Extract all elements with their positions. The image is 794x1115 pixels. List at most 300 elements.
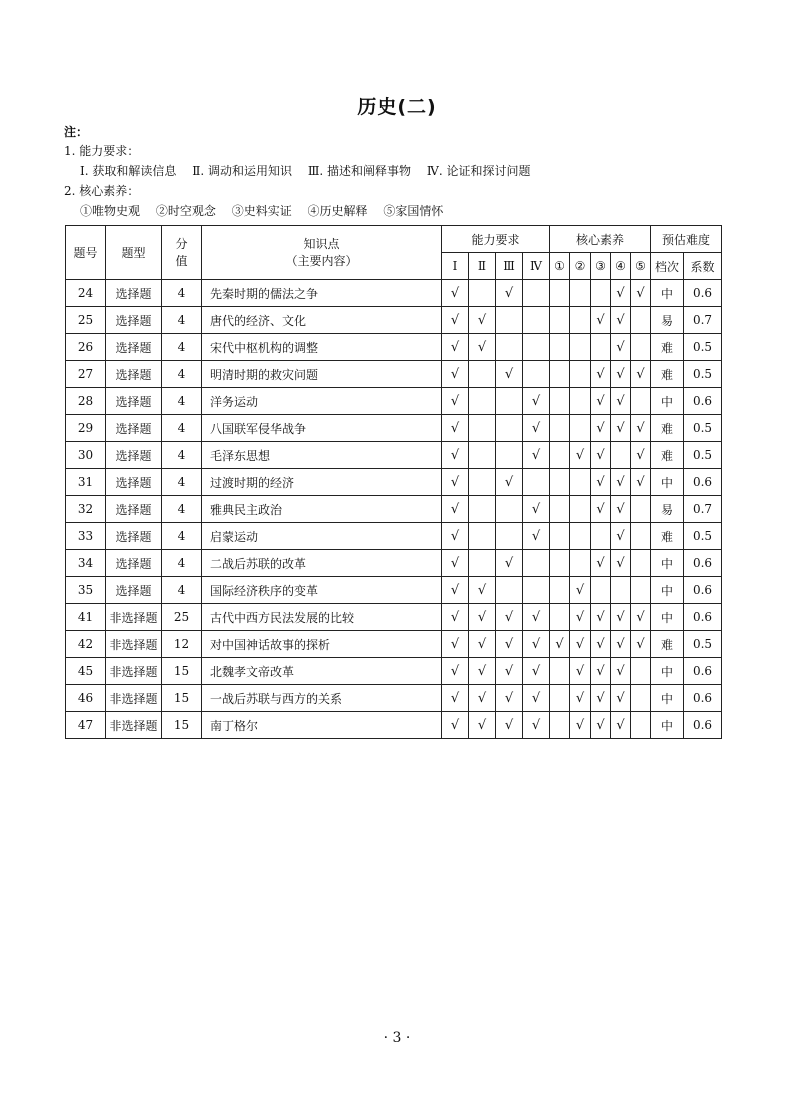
cell-literacy: [550, 604, 570, 631]
literacy-item: ④历史解释: [307, 204, 368, 218]
cell-level: 难: [651, 631, 684, 658]
cell-type: 非选择题: [106, 631, 162, 658]
table-row: [66, 415, 722, 442]
cell-topic: 宋代中枢机构的调整: [202, 334, 442, 361]
cell-score: 12: [162, 631, 202, 658]
cell-type: 选择题: [106, 442, 162, 469]
cell-ability: [496, 577, 523, 604]
cell-ability: [496, 442, 523, 469]
header-literacy-col: ②: [570, 253, 591, 280]
check-mark: √: [442, 523, 469, 550]
cell-num: 34: [66, 550, 106, 577]
cell-literacy: [550, 361, 570, 388]
cell-num: 28: [66, 388, 106, 415]
check-mark: √: [469, 631, 496, 658]
cell-coef: 0.7: [684, 496, 722, 523]
check-mark: √: [570, 685, 591, 712]
check-mark: √: [496, 280, 523, 307]
cell-score: 15: [162, 712, 202, 739]
check-mark: √: [611, 523, 631, 550]
table-row: [66, 469, 722, 496]
check-mark: √: [570, 604, 591, 631]
check-mark: √: [469, 712, 496, 739]
cell-ability: [496, 334, 523, 361]
cell-level: 中: [651, 712, 684, 739]
check-mark: √: [523, 523, 550, 550]
cell-literacy: [591, 577, 611, 604]
check-mark: √: [631, 280, 651, 307]
cell-literacy: [631, 334, 651, 361]
header-difficulty: 预估难度: [651, 226, 722, 253]
check-mark: √: [591, 307, 611, 334]
cell-literacy: [570, 415, 591, 442]
cell-level: 难: [651, 523, 684, 550]
check-mark: √: [591, 469, 611, 496]
literacy-item: ②时空观念: [155, 204, 216, 218]
check-mark: √: [611, 334, 631, 361]
cell-ability: [523, 334, 550, 361]
check-mark: √: [631, 604, 651, 631]
check-mark: √: [442, 280, 469, 307]
check-mark: √: [523, 658, 550, 685]
cell-ability: [523, 280, 550, 307]
cell-literacy: [550, 658, 570, 685]
check-mark: √: [523, 685, 550, 712]
cell-topic: 洋务运动: [202, 388, 442, 415]
cell-type: 非选择题: [106, 658, 162, 685]
cell-coef: 0.6: [684, 604, 722, 631]
check-mark: √: [523, 388, 550, 415]
cell-literacy: [570, 334, 591, 361]
check-mark: √: [523, 604, 550, 631]
table-row: [66, 523, 722, 550]
cell-ability: [523, 361, 550, 388]
header-topic: [202, 226, 442, 280]
cell-ability: [523, 577, 550, 604]
header-topic-line: （主要内容）: [285, 253, 358, 268]
check-mark: √: [591, 604, 611, 631]
cell-ability: [496, 388, 523, 415]
check-mark: √: [611, 307, 631, 334]
cell-num: 47: [66, 712, 106, 739]
cell-literacy: [591, 334, 611, 361]
cell-level: 难: [651, 415, 684, 442]
ability-heading: 1. 能力要求：: [64, 144, 140, 158]
check-mark: √: [442, 361, 469, 388]
cell-ability: [469, 550, 496, 577]
table-row: [66, 577, 722, 604]
cell-level: 中: [651, 577, 684, 604]
cell-num: 29: [66, 415, 106, 442]
check-mark: √: [570, 712, 591, 739]
header-literacy-col: ⑤: [631, 253, 651, 280]
cell-score: 4: [162, 388, 202, 415]
cell-literacy: [631, 712, 651, 739]
header-ability-col: Ⅳ: [523, 253, 550, 280]
cell-literacy: [550, 442, 570, 469]
check-mark: √: [631, 442, 651, 469]
header-type: 题型: [106, 226, 162, 280]
check-mark: √: [611, 361, 631, 388]
cell-topic: 启蒙运动: [202, 523, 442, 550]
cell-literacy: [550, 712, 570, 739]
table-row: [66, 361, 722, 388]
cell-literacy: [611, 442, 631, 469]
check-mark: √: [442, 334, 469, 361]
cell-level: 中: [651, 685, 684, 712]
table-row: [66, 550, 722, 577]
check-mark: √: [442, 685, 469, 712]
cell-coef: 0.7: [684, 307, 722, 334]
cell-literacy: [631, 307, 651, 334]
table-row: [66, 442, 722, 469]
cell-topic: 唐代的经济、文化: [202, 307, 442, 334]
cell-type: 选择题: [106, 523, 162, 550]
cell-topic: 古代中西方民法发展的比较: [202, 604, 442, 631]
check-mark: √: [496, 685, 523, 712]
cell-type: 选择题: [106, 307, 162, 334]
table-row: [66, 604, 722, 631]
check-mark: √: [469, 658, 496, 685]
table-row: [66, 334, 722, 361]
check-mark: √: [550, 631, 570, 658]
check-mark: √: [611, 469, 631, 496]
cell-type: 选择题: [106, 577, 162, 604]
cell-ability: [469, 496, 496, 523]
header-topic-line: 知识点: [303, 236, 340, 251]
cell-level: 中: [651, 280, 684, 307]
cell-coef: 0.5: [684, 442, 722, 469]
cell-num: 32: [66, 496, 106, 523]
literacy-item: ①唯物史观: [80, 204, 141, 218]
check-mark: √: [442, 604, 469, 631]
cell-coef: 0.5: [684, 415, 722, 442]
cell-score: 4: [162, 577, 202, 604]
check-mark: √: [442, 631, 469, 658]
cell-topic: 毛泽东思想: [202, 442, 442, 469]
cell-literacy: [570, 388, 591, 415]
cell-coef: 0.5: [684, 334, 722, 361]
spec-table: [65, 225, 722, 739]
cell-type: 选择题: [106, 469, 162, 496]
check-mark: √: [496, 712, 523, 739]
cell-topic: 对中国神话故事的探析: [202, 631, 442, 658]
cell-topic: 二战后苏联的改革: [202, 550, 442, 577]
cell-literacy: [550, 415, 570, 442]
cell-literacy: [570, 550, 591, 577]
literacy-item: ⑤家国情怀: [383, 204, 444, 218]
cell-coef: 0.6: [684, 658, 722, 685]
check-mark: √: [442, 577, 469, 604]
check-mark: √: [469, 307, 496, 334]
check-mark: √: [631, 415, 651, 442]
notes-label: 注：: [64, 125, 89, 139]
cell-num: 26: [66, 334, 106, 361]
check-mark: √: [469, 685, 496, 712]
cell-num: 33: [66, 523, 106, 550]
cell-coef: 0.6: [684, 280, 722, 307]
cell-literacy: [550, 496, 570, 523]
cell-literacy: [631, 550, 651, 577]
cell-type: 选择题: [106, 361, 162, 388]
cell-ability: [496, 415, 523, 442]
check-mark: √: [523, 712, 550, 739]
cell-level: 中: [651, 469, 684, 496]
check-mark: √: [591, 658, 611, 685]
check-mark: √: [611, 631, 631, 658]
cell-ability: [469, 442, 496, 469]
check-mark: √: [611, 604, 631, 631]
ability-list: [80, 163, 542, 179]
check-mark: √: [570, 577, 591, 604]
cell-literacy: [550, 307, 570, 334]
cell-literacy: [570, 523, 591, 550]
cell-literacy: [631, 685, 651, 712]
cell-literacy: [631, 496, 651, 523]
header-num: 题号: [66, 226, 106, 280]
cell-coef: 0.5: [684, 361, 722, 388]
cell-coef: 0.5: [684, 523, 722, 550]
cell-ability: [496, 496, 523, 523]
cell-coef: 0.6: [684, 685, 722, 712]
cell-ability: [469, 469, 496, 496]
header-ability-col: Ⅰ: [442, 253, 469, 280]
cell-score: 4: [162, 469, 202, 496]
literacy-item: ③史料实证: [231, 204, 292, 218]
cell-topic: 南丁格尔: [202, 712, 442, 739]
cell-literacy: [550, 577, 570, 604]
check-mark: √: [523, 496, 550, 523]
check-mark: √: [442, 712, 469, 739]
table-row: [66, 658, 722, 685]
check-mark: √: [469, 604, 496, 631]
cell-type: 非选择题: [106, 604, 162, 631]
cell-coef: 0.6: [684, 712, 722, 739]
cell-literacy: [591, 280, 611, 307]
cell-type: 选择题: [106, 496, 162, 523]
cell-literacy: [550, 685, 570, 712]
cell-topic: 国际经济秩序的变革: [202, 577, 442, 604]
check-mark: √: [496, 631, 523, 658]
header-coef: 系数: [684, 253, 722, 280]
cell-type: 选择题: [106, 415, 162, 442]
cell-coef: 0.6: [684, 577, 722, 604]
cell-score: 4: [162, 442, 202, 469]
header-score-line: 分: [175, 236, 188, 251]
cell-ability: [469, 280, 496, 307]
cell-num: 41: [66, 604, 106, 631]
cell-level: 难: [651, 361, 684, 388]
table-row: [66, 631, 722, 658]
cell-type: 选择题: [106, 334, 162, 361]
check-mark: √: [611, 280, 631, 307]
check-mark: √: [496, 361, 523, 388]
ability-item: Ⅰ. 获取和解读信息: [80, 164, 177, 178]
cell-score: 4: [162, 307, 202, 334]
cell-literacy: [611, 577, 631, 604]
cell-literacy: [631, 577, 651, 604]
cell-literacy: [550, 280, 570, 307]
check-mark: √: [611, 388, 631, 415]
cell-literacy: [550, 334, 570, 361]
cell-score: 4: [162, 280, 202, 307]
cell-literacy: [631, 388, 651, 415]
cell-literacy: [570, 280, 591, 307]
header-score: [162, 226, 202, 280]
page-number: · 3 ·: [383, 1030, 411, 1046]
check-mark: √: [611, 550, 631, 577]
cell-score: 4: [162, 496, 202, 523]
cell-score: 4: [162, 550, 202, 577]
cell-ability: [496, 307, 523, 334]
table-row: [66, 712, 722, 739]
check-mark: √: [591, 442, 611, 469]
cell-type: 非选择题: [106, 712, 162, 739]
check-mark: √: [523, 442, 550, 469]
cell-type: 选择题: [106, 280, 162, 307]
check-mark: √: [611, 712, 631, 739]
check-mark: √: [570, 658, 591, 685]
check-mark: √: [496, 604, 523, 631]
cell-num: 45: [66, 658, 106, 685]
check-mark: √: [496, 550, 523, 577]
check-mark: √: [591, 496, 611, 523]
table-row: [66, 280, 722, 307]
check-mark: √: [611, 685, 631, 712]
cell-num: 25: [66, 307, 106, 334]
header-literacy-col: ①: [550, 253, 570, 280]
cell-num: 35: [66, 577, 106, 604]
cell-ability: [469, 523, 496, 550]
check-mark: √: [611, 658, 631, 685]
header-literacy: 核心素养: [550, 226, 651, 253]
cell-score: 25: [162, 604, 202, 631]
cell-ability: [523, 469, 550, 496]
cell-literacy: [631, 658, 651, 685]
cell-score: 15: [162, 658, 202, 685]
check-mark: √: [469, 577, 496, 604]
cell-num: 30: [66, 442, 106, 469]
header-ability-col: Ⅲ: [496, 253, 523, 280]
cell-num: 42: [66, 631, 106, 658]
cell-literacy: [550, 469, 570, 496]
cell-literacy: [591, 523, 611, 550]
cell-level: 易: [651, 496, 684, 523]
check-mark: √: [591, 550, 611, 577]
cell-topic: 过渡时期的经济: [202, 469, 442, 496]
check-mark: √: [631, 469, 651, 496]
cell-level: 中: [651, 388, 684, 415]
cell-literacy: [631, 523, 651, 550]
check-mark: √: [442, 658, 469, 685]
literacy-list: [80, 203, 455, 219]
cell-type: 选择题: [106, 388, 162, 415]
cell-coef: 0.6: [684, 388, 722, 415]
check-mark: √: [496, 469, 523, 496]
check-mark: √: [442, 415, 469, 442]
check-mark: √: [442, 550, 469, 577]
cell-score: 4: [162, 523, 202, 550]
cell-num: 24: [66, 280, 106, 307]
check-mark: √: [591, 415, 611, 442]
cell-level: 中: [651, 550, 684, 577]
cell-level: 易: [651, 307, 684, 334]
cell-level: 中: [651, 604, 684, 631]
table-row: [66, 388, 722, 415]
check-mark: √: [469, 334, 496, 361]
check-mark: √: [611, 415, 631, 442]
check-mark: √: [591, 361, 611, 388]
table-row: [66, 685, 722, 712]
cell-ability: [523, 307, 550, 334]
check-mark: √: [523, 415, 550, 442]
cell-ability: [523, 550, 550, 577]
check-mark: √: [591, 685, 611, 712]
cell-score: 15: [162, 685, 202, 712]
check-mark: √: [591, 712, 611, 739]
check-mark: √: [570, 631, 591, 658]
header-score-line: 值: [175, 253, 188, 268]
check-mark: √: [442, 469, 469, 496]
cell-score: 4: [162, 334, 202, 361]
cell-level: 难: [651, 334, 684, 361]
cell-type: 选择题: [106, 550, 162, 577]
check-mark: √: [570, 442, 591, 469]
cell-topic: 八国联军侵华战争: [202, 415, 442, 442]
check-mark: √: [591, 631, 611, 658]
check-mark: √: [523, 631, 550, 658]
page-title: 历史(二): [357, 96, 437, 118]
cell-topic: 北魏孝文帝改革: [202, 658, 442, 685]
cell-score: 4: [162, 361, 202, 388]
cell-coef: 0.5: [684, 631, 722, 658]
cell-topic: 一战后苏联与西方的关系: [202, 685, 442, 712]
header-literacy-col: ③: [591, 253, 611, 280]
check-mark: √: [496, 658, 523, 685]
header-literacy-col: ④: [611, 253, 631, 280]
cell-num: 46: [66, 685, 106, 712]
cell-score: 4: [162, 415, 202, 442]
cell-type: 非选择题: [106, 685, 162, 712]
check-mark: √: [631, 361, 651, 388]
check-mark: √: [631, 631, 651, 658]
cell-level: 中: [651, 658, 684, 685]
cell-ability: [469, 361, 496, 388]
cell-coef: 0.6: [684, 550, 722, 577]
cell-topic: 雅典民主政治: [202, 496, 442, 523]
cell-level: 难: [651, 442, 684, 469]
header-ability: 能力要求: [442, 226, 550, 253]
check-mark: √: [442, 388, 469, 415]
ability-item: Ⅱ. 调动和运用知识: [192, 164, 292, 178]
cell-literacy: [550, 523, 570, 550]
cell-literacy: [570, 307, 591, 334]
ability-item: Ⅲ. 描述和阐释事物: [307, 164, 412, 178]
cell-coef: 0.6: [684, 469, 722, 496]
table-body: [66, 280, 722, 739]
cell-ability: [496, 523, 523, 550]
check-mark: √: [591, 388, 611, 415]
cell-topic: 先秦时期的儒法之争: [202, 280, 442, 307]
cell-ability: [469, 415, 496, 442]
check-mark: √: [611, 496, 631, 523]
header-level: 档次: [651, 253, 684, 280]
cell-literacy: [570, 361, 591, 388]
cell-num: 31: [66, 469, 106, 496]
check-mark: √: [442, 307, 469, 334]
cell-num: 27: [66, 361, 106, 388]
cell-topic: 明清时期的救灾问题: [202, 361, 442, 388]
